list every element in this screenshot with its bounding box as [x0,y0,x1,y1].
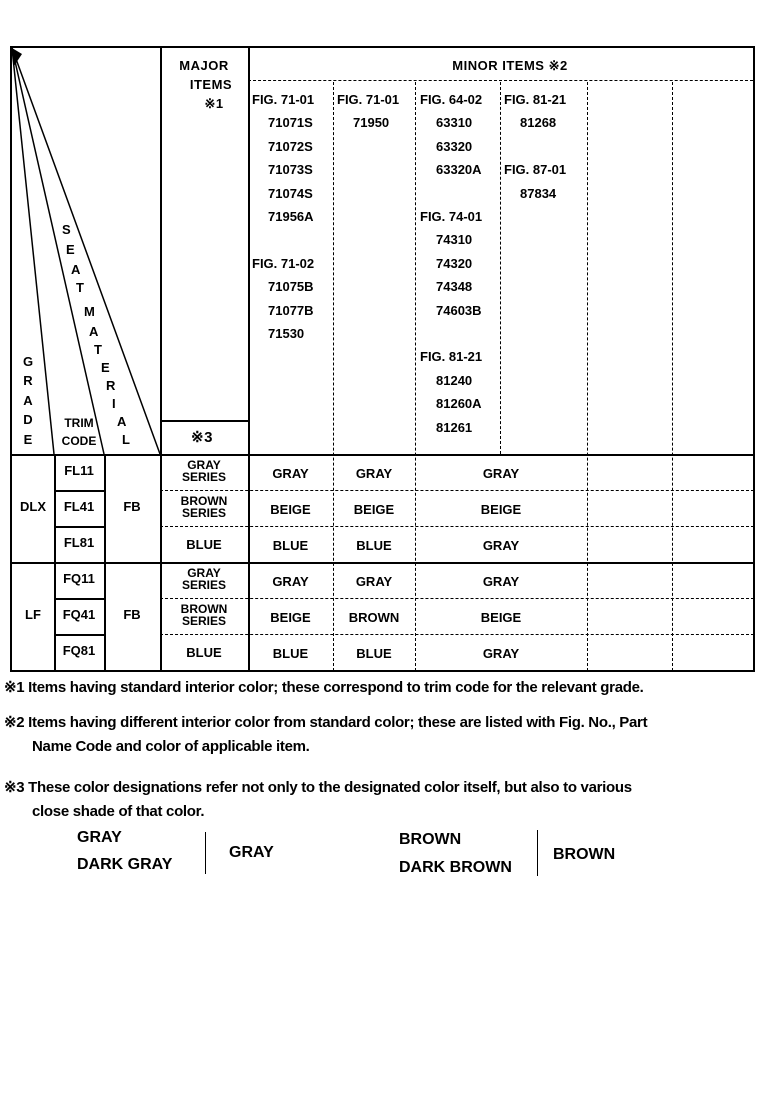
grade-letter: A [23,392,33,408]
minor-color-cell: BEIGE [353,502,395,517]
grade-lf: LF [25,607,41,622]
minor-color-cell: BEIGE [270,502,311,517]
legend-gray-item-1: GRAY [77,829,122,846]
spacer [420,322,500,345]
spacer [504,135,586,158]
seat-letter: R [106,378,116,393]
part-number: 71530 [268,326,305,342]
seat-letter: A [71,262,81,277]
minor-color-cell: GRAY [272,466,309,481]
major-color-cell: BROWN SERIES [180,602,228,628]
col-divider-trim [104,454,106,671]
trim-code-cell: FQ81 [62,643,96,658]
row-dash [160,526,754,527]
minor-column-3 [420,88,500,439]
part-number: 74310 [436,232,473,248]
table-bottom-border [10,670,755,672]
seat-letter: A [117,414,127,429]
minor-column-1 [252,88,332,345]
part-number: 63310 [436,115,473,131]
fig-number: FIG. 74-01 [420,209,483,225]
seat-letter: I [112,396,116,411]
part-number: 71950 [353,115,390,131]
grade-letter: D [23,412,33,428]
part-number: 63320 [436,138,473,154]
part-number: 71077B [268,302,314,318]
major-color-cell: GRAY SERIES [181,458,226,484]
part-number: 63320A [436,162,482,178]
part-number: 71073S [268,162,313,178]
trim-code-cell: FL41 [63,499,95,514]
major-color-cell: BLUE [186,537,222,552]
minor-color-cell: GRAY [355,574,393,589]
minor-color-cell: GRAY [482,574,520,589]
part-number: 71074S [268,185,313,201]
seat-letter: A [89,324,99,339]
minor-items-header: MINOR ITEMS ※2 [452,58,568,73]
minor-color-cell: GRAY [482,538,520,553]
fig-number: FIG. 71-01 [337,92,400,107]
grade-dlx: DLX [20,499,46,514]
fig-number: FIG. 81-21 [420,349,483,365]
legend-gray-brace [205,832,206,874]
legend-gray-item-2: DARK GRAY [77,856,173,873]
minor-column-2 [337,88,415,135]
part-number: 71075B [268,279,314,295]
trim-code-header [56,414,102,450]
major-color-cell: GRAY SERIES [181,566,226,592]
minor-color-cell: BEIGE [270,610,311,625]
part-number: 87834 [520,185,557,201]
fig-number: FIG. 87-01 [504,162,567,178]
legend-gray-result: GRAY [229,844,274,861]
note-2-line2: Name Code and color of applicable item. [32,738,310,755]
group-divider [10,562,755,564]
seat-letter: S [62,222,71,237]
trim-code-cell: FQ11 [63,571,95,586]
note-3-line2: close shade of that color. [32,803,205,820]
col-divider-grade [54,454,56,671]
note-2-line1: ※2 Items having different interior color from standard color; these are listed with Fig. No., Part [4,714,648,731]
seat-letter: E [66,242,75,257]
row-dash [160,634,754,635]
seat-letter: M [84,304,95,319]
fig-number: FIG. 81-21 [504,92,567,107]
part-number: 74603B [436,302,482,318]
fig-number: FIG. 71-02 [252,255,315,271]
trim-row-line [54,490,104,492]
minor-color-cell: GRAY [272,574,309,589]
minor-color-cell: GRAY [355,466,393,481]
legend-brown-brace [537,830,538,876]
grade-letter: R [23,373,33,389]
trim-code-label-2: CODE [61,434,97,448]
major-items-note-mark: ※1 [204,96,224,111]
grade-header [21,352,35,449]
seat-letter: E [101,360,110,375]
minor-column-4 [504,88,586,205]
minor-color-cell: BEIGE [480,502,522,517]
part-number: 71072S [268,138,313,154]
major-items-label-1: MAJOR [179,58,229,73]
seat-material-dlx: FB [123,499,141,514]
trim-row-line [54,598,104,600]
spacer [252,228,332,251]
major-items-header [162,56,246,113]
legend-brown-item-1: BROWN [399,831,462,848]
minor-color-cell: BLUE [272,538,309,553]
spacer [420,182,500,205]
minor-color-cell: GRAY [482,466,520,481]
seat-material-lf: FB [123,607,141,622]
fig-number: FIG. 71-01 [252,92,315,107]
major-items-label-2: ITEMS [189,77,233,92]
row-dash [160,490,754,491]
note3-mark: ※3 [191,429,213,446]
seat-letter: L [122,432,130,447]
seat-letter: T [94,342,102,357]
fig-number: FIG. 64-02 [420,92,483,107]
trim-code-cell: FQ41 [62,607,96,622]
row-dash [160,598,754,599]
note-1: ※1 Items having standard interior color; these correspond to trim code for the relevant grade. [4,679,644,696]
grade-letter: E [23,431,33,447]
minor-color-cell: BROWN [348,610,400,625]
trim-code-cell: FL11 [64,463,94,478]
part-number: 71071S [268,115,313,131]
trim-code-cell: FL81 [63,535,95,550]
seat-letter: T [76,280,84,295]
minor-color-cell: BLUE [356,646,392,661]
trim-code-label-1: TRIM [64,416,94,430]
legend-brown-result: BROWN [553,846,616,863]
part-number: 81240 [436,372,473,388]
major-color-cell: BLUE [186,645,222,660]
minor-color-cell: GRAY [482,646,520,661]
minor-color-cell: BLUE [356,538,392,553]
part-number: 71956A [268,209,314,225]
trim-row-line [54,526,104,528]
grade-letter: G [22,354,34,369]
part-number: 74348 [436,279,473,295]
note-3-line1: ※3 These color designations refer not only to the designated color itself, but also to various [4,779,632,796]
part-number: 81268 [520,115,557,131]
trim-row-line [54,634,104,636]
part-number: 81261 [436,419,473,435]
major-color-cell: BROWN SERIES [180,494,228,520]
part-number: 74320 [436,255,473,271]
legend-brown-item-2: DARK BROWN [399,859,512,876]
part-number: 81260A [436,396,482,412]
minor-color-cell: BLUE [272,646,309,661]
minor-color-cell: BEIGE [480,610,522,625]
